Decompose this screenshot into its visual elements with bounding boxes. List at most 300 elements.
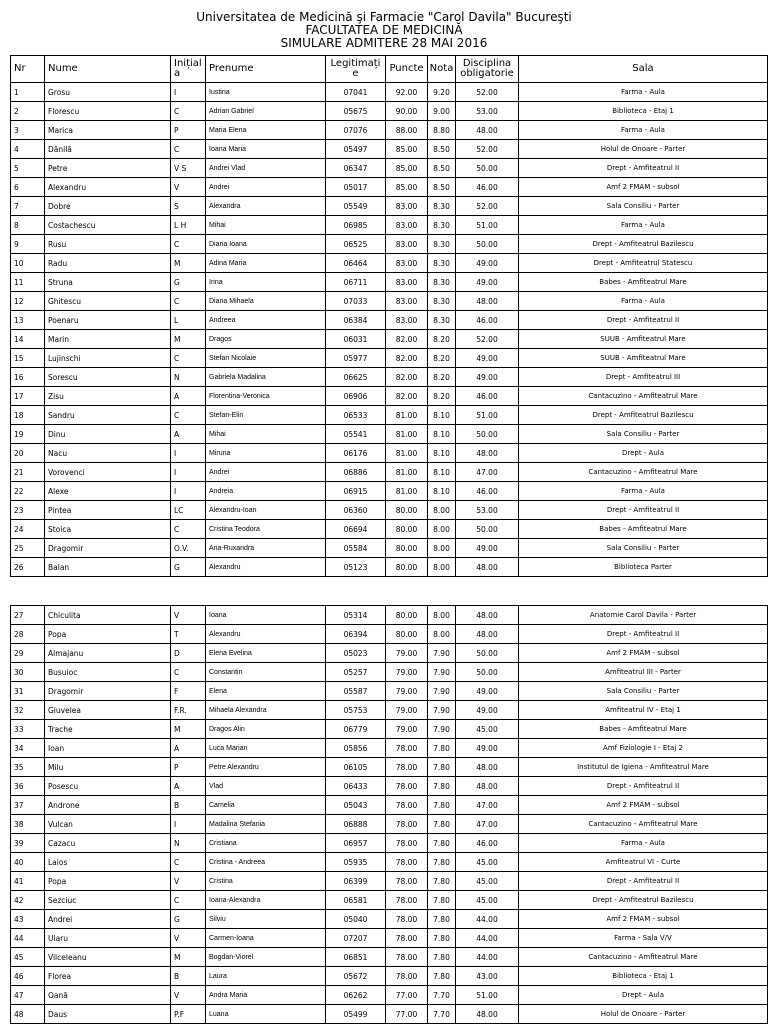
cell-nume: Dobre	[45, 197, 171, 216]
cell-puncte: 78.00	[386, 872, 428, 891]
cell-legitimatie: 05497	[326, 140, 386, 159]
table-row	[11, 387, 768, 406]
cell-puncte: 85.00	[386, 159, 428, 178]
cell-nr: 38	[11, 815, 45, 834]
cell-legitimatie: 06581	[326, 891, 386, 910]
cell-initiala: C	[171, 663, 206, 682]
cell-nota: 8.50	[428, 178, 456, 197]
cell-disciplina: 50.00	[456, 520, 519, 539]
cell-nr: 24	[11, 520, 45, 539]
cell-nr: 2	[11, 102, 45, 121]
cell-prenume: Mihai	[206, 425, 326, 444]
cell-sala: Holul de Onoare - Parter	[519, 140, 768, 159]
cell-nume: Ioan	[45, 739, 171, 758]
cell-puncte: 77.00	[386, 986, 428, 1005]
cell-nume: Milu	[45, 758, 171, 777]
cell-prenume: Miruna	[206, 444, 326, 463]
cell-initiala: I	[171, 463, 206, 482]
cell-sala: Farma - Aula	[519, 121, 768, 140]
cell-nota: 7.80	[428, 948, 456, 967]
cell-puncte: 82.00	[386, 349, 428, 368]
cell-initiala: A	[171, 739, 206, 758]
cell-disciplina: 48.00	[456, 292, 519, 311]
cell-legitimatie: 06711	[326, 273, 386, 292]
cell-prenume: Cristina Teodora	[206, 520, 326, 539]
cell-legitimatie: 07033	[326, 292, 386, 311]
cell-sala: Sala Consiliu - Parter	[519, 197, 768, 216]
cell-nume: Popa	[45, 625, 171, 644]
cell-legitimatie: 05675	[326, 102, 386, 121]
cell-prenume: Andra Maria	[206, 986, 326, 1005]
col-header-puncte: Puncte	[386, 56, 428, 83]
cell-prenume: Elena Evelina	[206, 644, 326, 663]
cell-initiala: C	[171, 292, 206, 311]
cell-nr: 10	[11, 254, 45, 273]
cell-prenume: Madalina Stefania	[206, 815, 326, 834]
cell-nr: 45	[11, 948, 45, 967]
cell-disciplina: 43.00	[456, 967, 519, 986]
cell-disciplina: 48.00	[456, 1005, 519, 1024]
table-row	[11, 482, 768, 501]
table-row	[11, 539, 768, 558]
cell-puncte: 81.00	[386, 425, 428, 444]
cell-initiala: V	[171, 929, 206, 948]
cell-nume: Florea	[45, 967, 171, 986]
cell-nume: Vorovenci	[45, 463, 171, 482]
cell-disciplina: 46.00	[456, 311, 519, 330]
cell-nota: 8.00	[428, 520, 456, 539]
cell-legitimatie: 05935	[326, 853, 386, 872]
cell-nota: 8.30	[428, 197, 456, 216]
cell-puncte: 78.00	[386, 891, 428, 910]
cell-initiala: C	[171, 140, 206, 159]
cell-legitimatie: 06957	[326, 834, 386, 853]
cell-sala: Farma - Aula	[519, 83, 768, 102]
table-row	[11, 834, 768, 853]
cell-puncte: 78.00	[386, 758, 428, 777]
cell-nume: Petre	[45, 159, 171, 178]
cell-nume: Sezciuc	[45, 891, 171, 910]
cell-nota: 8.10	[428, 406, 456, 425]
col-header-sala: Sala	[519, 56, 768, 83]
cell-nr: 21	[11, 463, 45, 482]
cell-nume: Dinu	[45, 425, 171, 444]
table-row	[11, 701, 768, 720]
cell-nr: 25	[11, 539, 45, 558]
table-row	[11, 254, 768, 273]
cell-initiala: N	[171, 834, 206, 853]
cell-initiala: A	[171, 777, 206, 796]
table-row	[11, 929, 768, 948]
cell-initiala: LC	[171, 501, 206, 520]
cell-nr: 23	[11, 501, 45, 520]
results-table-part2	[10, 605, 768, 1024]
cell-sala: Sala Consiliu - Parter	[519, 539, 768, 558]
cell-nr: 18	[11, 406, 45, 425]
cell-disciplina: 49.00	[456, 701, 519, 720]
cell-sala: Drept - Aula	[519, 444, 768, 463]
cell-puncte: 78.00	[386, 815, 428, 834]
cell-puncte: 83.00	[386, 254, 428, 273]
cell-nume: Androne	[45, 796, 171, 815]
university-name: Universitatea de Medicină şi Farmacie "Carol Davila" Bucureşti	[196, 10, 572, 24]
cell-sala: Drept - Amfiteatrul Bazilescu	[519, 235, 768, 254]
cell-sala: Sala Consiliu - Parter	[519, 682, 768, 701]
cell-puncte: 81.00	[386, 482, 428, 501]
cell-prenume: Mihaela Alexandra	[206, 701, 326, 720]
cell-puncte: 78.00	[386, 834, 428, 853]
cell-prenume: Cristiana	[206, 834, 326, 853]
cell-nume: Poenaru	[45, 311, 171, 330]
cell-legitimatie: 06360	[326, 501, 386, 520]
faculty-name: FACULTATEA DE MEDICINĂ	[305, 23, 463, 37]
cell-sala: Amfiteatrul III - Parter	[519, 663, 768, 682]
table-row	[11, 986, 768, 1005]
cell-nume: Lujinschi	[45, 349, 171, 368]
table-row	[11, 368, 768, 387]
cell-nota: 8.10	[428, 482, 456, 501]
cell-initiala: V	[171, 606, 206, 625]
cell-sala: Amfiteatrul IV - Etaj 1	[519, 701, 768, 720]
cell-legitimatie: 06533	[326, 406, 386, 425]
cell-sala: Amf Fiziologie I - Etaj 2	[519, 739, 768, 758]
cell-sala: Farma - Sala V/V	[519, 929, 768, 948]
table-row	[11, 463, 768, 482]
cell-nume: Chiculita	[45, 606, 171, 625]
table-row	[11, 501, 768, 520]
cell-initiala: B	[171, 796, 206, 815]
cell-disciplina: 50.00	[456, 663, 519, 682]
cell-nota: 7.70	[428, 1005, 456, 1024]
table-row	[11, 853, 768, 872]
cell-nume: Struna	[45, 273, 171, 292]
cell-initiala: F.R.	[171, 701, 206, 720]
cell-nota: 7.70	[428, 986, 456, 1005]
cell-nume: Laios	[45, 853, 171, 872]
cell-nota: 8.00	[428, 558, 456, 577]
cell-initiala: A	[171, 387, 206, 406]
cell-disciplina: 44.00	[456, 948, 519, 967]
cell-nume: Florescu	[45, 102, 171, 121]
cell-sala: Drept - Amfiteatrul Bazilescu	[519, 406, 768, 425]
cell-nr: 34	[11, 739, 45, 758]
cell-initiala: C	[171, 349, 206, 368]
cell-nota: 7.80	[428, 967, 456, 986]
cell-prenume: Luana	[206, 1005, 326, 1024]
cell-disciplina: 45.00	[456, 891, 519, 910]
cell-nr: 14	[11, 330, 45, 349]
cell-sala: Sala Consiliu - Parter	[519, 425, 768, 444]
cell-initiala: M	[171, 948, 206, 967]
cell-puncte: 82.00	[386, 368, 428, 387]
cell-initiala: L H	[171, 216, 206, 235]
cell-nota: 7.80	[428, 872, 456, 891]
cell-sala: Drept - Amfiteatrul II	[519, 159, 768, 178]
cell-nume: Busuioc	[45, 663, 171, 682]
cell-disciplina: 45.00	[456, 720, 519, 739]
cell-nr: 39	[11, 834, 45, 853]
cell-nume: Radu	[45, 254, 171, 273]
cell-sala: Institutul de Igiena - Amfiteatrul Mare	[519, 758, 768, 777]
cell-nota: 8.10	[428, 444, 456, 463]
cell-legitimatie: 05977	[326, 349, 386, 368]
cell-legitimatie: 05314	[326, 606, 386, 625]
cell-prenume: Ioana	[206, 606, 326, 625]
cell-prenume: Florentina-Veronica	[206, 387, 326, 406]
table-row	[11, 1005, 768, 1024]
cell-disciplina: 49.00	[456, 368, 519, 387]
cell-disciplina: 44.00	[456, 910, 519, 929]
cell-initiala: L	[171, 311, 206, 330]
cell-prenume: Andreea	[206, 311, 326, 330]
cell-nume: Vilceleanu	[45, 948, 171, 967]
cell-prenume: Cristina	[206, 872, 326, 891]
cell-disciplina: 49.00	[456, 682, 519, 701]
cell-prenume: Alexandru	[206, 625, 326, 644]
cell-legitimatie: 05587	[326, 682, 386, 701]
cell-prenume: Diana Mihaela	[206, 292, 326, 311]
cell-disciplina: 46.00	[456, 834, 519, 853]
table-row	[11, 159, 768, 178]
cell-nume: Almajanu	[45, 644, 171, 663]
cell-disciplina: 49.00	[456, 739, 519, 758]
cell-nr: 22	[11, 482, 45, 501]
cell-nota: 7.80	[428, 929, 456, 948]
cell-prenume: Bogdan-Viorel	[206, 948, 326, 967]
cell-puncte: 77.00	[386, 1005, 428, 1024]
col-header-prenume: Prenume	[206, 56, 326, 83]
table-row	[11, 311, 768, 330]
cell-prenume: Andrei	[206, 178, 326, 197]
cell-disciplina: 53.00	[456, 501, 519, 520]
col-header-legitimatie: Legitimați e	[326, 56, 386, 83]
cell-puncte: 82.00	[386, 330, 428, 349]
cell-nr: 28	[11, 625, 45, 644]
table-row	[11, 891, 768, 910]
cell-nota: 8.00	[428, 606, 456, 625]
cell-nume: Trache	[45, 720, 171, 739]
cell-legitimatie: 05123	[326, 558, 386, 577]
cell-initiala: C	[171, 406, 206, 425]
cell-nr: 27	[11, 606, 45, 625]
cell-nume: Grosu	[45, 83, 171, 102]
cell-sala: Babes - Amfiteatrul Mare	[519, 520, 768, 539]
cell-puncte: 85.00	[386, 178, 428, 197]
cell-prenume: Iustina	[206, 83, 326, 102]
col-header-nr: Nr	[11, 56, 45, 83]
cell-legitimatie: 06888	[326, 815, 386, 834]
cell-disciplina: 53.00	[456, 102, 519, 121]
cell-initiala: C	[171, 235, 206, 254]
cell-initiala: D	[171, 644, 206, 663]
cell-initiala: P.F	[171, 1005, 206, 1024]
cell-nume: Dragomir	[45, 539, 171, 558]
table-row	[11, 292, 768, 311]
cell-nr: 41	[11, 872, 45, 891]
cell-sala: Drept - Amfiteatrul Bazilescu	[519, 891, 768, 910]
cell-nr: 35	[11, 758, 45, 777]
cell-initiala: F	[171, 682, 206, 701]
table-row	[11, 558, 768, 577]
cell-prenume: Vlad	[206, 777, 326, 796]
cell-nr: 3	[11, 121, 45, 140]
cell-disciplina: 48.00	[456, 606, 519, 625]
cell-initiala: M	[171, 254, 206, 273]
cell-nota: 7.80	[428, 739, 456, 758]
cell-nr: 26	[11, 558, 45, 577]
cell-prenume: Andrei	[206, 463, 326, 482]
cell-legitimatie: 06625	[326, 368, 386, 387]
cell-nota: 8.80	[428, 121, 456, 140]
cell-legitimatie: 05023	[326, 644, 386, 663]
cell-disciplina: 47.00	[456, 463, 519, 482]
cell-nota: 7.80	[428, 815, 456, 834]
cell-prenume: Constantin	[206, 663, 326, 682]
cell-puncte: 78.00	[386, 910, 428, 929]
cell-nume: Oană	[45, 986, 171, 1005]
cell-nume: Nacu	[45, 444, 171, 463]
table-header-row	[11, 56, 768, 83]
cell-nota: 7.80	[428, 834, 456, 853]
cell-legitimatie: 06694	[326, 520, 386, 539]
cell-disciplina: 48.00	[456, 558, 519, 577]
table-row	[11, 910, 768, 929]
cell-nume: Rusu	[45, 235, 171, 254]
cell-nr: 48	[11, 1005, 45, 1024]
cell-nota: 8.20	[428, 368, 456, 387]
cell-prenume: Camelia	[206, 796, 326, 815]
cell-legitimatie: 06779	[326, 720, 386, 739]
cell-sala: Biblioteca - Etaj 1	[519, 102, 768, 121]
table-row	[11, 216, 768, 235]
cell-puncte: 78.00	[386, 948, 428, 967]
cell-disciplina: 48.00	[456, 777, 519, 796]
cell-disciplina: 49.00	[456, 539, 519, 558]
cell-disciplina: 52.00	[456, 330, 519, 349]
cell-prenume: Petre Alexandru	[206, 758, 326, 777]
cell-nr: 46	[11, 967, 45, 986]
cell-initiala: C	[171, 891, 206, 910]
cell-sala: Amf 2 FMAM - subsol	[519, 178, 768, 197]
cell-legitimatie: 06031	[326, 330, 386, 349]
cell-nota: 8.50	[428, 140, 456, 159]
table-row	[11, 682, 768, 701]
col-header-initiala: Inițial a	[171, 56, 206, 83]
table-row	[11, 663, 768, 682]
cell-disciplina: 50.00	[456, 159, 519, 178]
cell-prenume: Andrei Vlad	[206, 159, 326, 178]
cell-disciplina: 49.00	[456, 254, 519, 273]
cell-legitimatie: 06525	[326, 235, 386, 254]
cell-nr: 11	[11, 273, 45, 292]
table-row	[11, 625, 768, 644]
exam-title: SIMULARE ADMITERE 28 MAI 2016	[280, 36, 488, 50]
cell-legitimatie: 06394	[326, 625, 386, 644]
cell-nume: Ghitescu	[45, 292, 171, 311]
cell-puncte: 80.00	[386, 558, 428, 577]
cell-sala: Anatomie Carol Davila - Parter	[519, 606, 768, 625]
cell-nr: 31	[11, 682, 45, 701]
cell-sala: Babes - Amfiteatrul Mare	[519, 720, 768, 739]
cell-sala: Drept - Amfiteatrul II	[519, 872, 768, 891]
cell-puncte: 83.00	[386, 216, 428, 235]
table-row	[11, 140, 768, 159]
cell-legitimatie: 06433	[326, 777, 386, 796]
cell-disciplina: 51.00	[456, 406, 519, 425]
cell-nota: 7.90	[428, 701, 456, 720]
cell-sala: Drept - Aula	[519, 986, 768, 1005]
cell-prenume: Gabriela Madalina	[206, 368, 326, 387]
cell-prenume: Ioana Maria	[206, 140, 326, 159]
cell-initiala: V S	[171, 159, 206, 178]
cell-nume: Zisu	[45, 387, 171, 406]
cell-prenume: Dragos	[206, 330, 326, 349]
cell-disciplina: 51.00	[456, 986, 519, 1005]
cell-puncte: 83.00	[386, 235, 428, 254]
cell-prenume: Luca Marian	[206, 739, 326, 758]
cell-nume: Marin	[45, 330, 171, 349]
cell-nota: 7.80	[428, 796, 456, 815]
cell-puncte: 81.00	[386, 444, 428, 463]
cell-legitimatie: 05753	[326, 701, 386, 720]
cell-puncte: 79.00	[386, 720, 428, 739]
cell-sala: Cantacuzino - Amfiteatrul Mare	[519, 463, 768, 482]
cell-prenume: Diana Ioana	[206, 235, 326, 254]
cell-nota: 8.10	[428, 463, 456, 482]
cell-initiala: G	[171, 558, 206, 577]
cell-legitimatie: 05672	[326, 967, 386, 986]
cell-nume: Costachescu	[45, 216, 171, 235]
cell-nume: Ularu	[45, 929, 171, 948]
cell-nume: Marica	[45, 121, 171, 140]
cell-nume: Popa	[45, 872, 171, 891]
cell-legitimatie: 05043	[326, 796, 386, 815]
cell-sala: Drept - Amfiteatrul III	[519, 368, 768, 387]
cell-prenume: Ana-Ruxandra	[206, 539, 326, 558]
table-row	[11, 644, 768, 663]
cell-prenume: Elena	[206, 682, 326, 701]
cell-sala: Drept - Amfiteatrul II	[519, 625, 768, 644]
cell-nr: 40	[11, 853, 45, 872]
cell-sala: Drept - Amfiteatrul II	[519, 311, 768, 330]
cell-nume: Balan	[45, 558, 171, 577]
cell-nume: Posescu	[45, 777, 171, 796]
cell-initiala: C	[171, 853, 206, 872]
cell-legitimatie: 05499	[326, 1005, 386, 1024]
cell-puncte: 80.00	[386, 520, 428, 539]
cell-initiala: G	[171, 273, 206, 292]
cell-legitimatie: 06985	[326, 216, 386, 235]
cell-disciplina: 45.00	[456, 853, 519, 872]
table-row	[11, 520, 768, 539]
cell-nota: 8.50	[428, 159, 456, 178]
cell-initiala: I	[171, 444, 206, 463]
document-header	[0, 0, 768, 50]
cell-initiala: I	[171, 83, 206, 102]
cell-initiala: T	[171, 625, 206, 644]
cell-nume: Giuvelea	[45, 701, 171, 720]
cell-disciplina: 50.00	[456, 644, 519, 663]
cell-initiala: S	[171, 197, 206, 216]
table-row	[11, 739, 768, 758]
table-row	[11, 967, 768, 986]
table-row	[11, 425, 768, 444]
cell-puncte: 81.00	[386, 463, 428, 482]
cell-prenume: Dragos Alin	[206, 720, 326, 739]
cell-sala: Cantacuzino - Amfiteatrul Mare	[519, 387, 768, 406]
cell-nota: 9.20	[428, 83, 456, 102]
cell-legitimatie: 05017	[326, 178, 386, 197]
